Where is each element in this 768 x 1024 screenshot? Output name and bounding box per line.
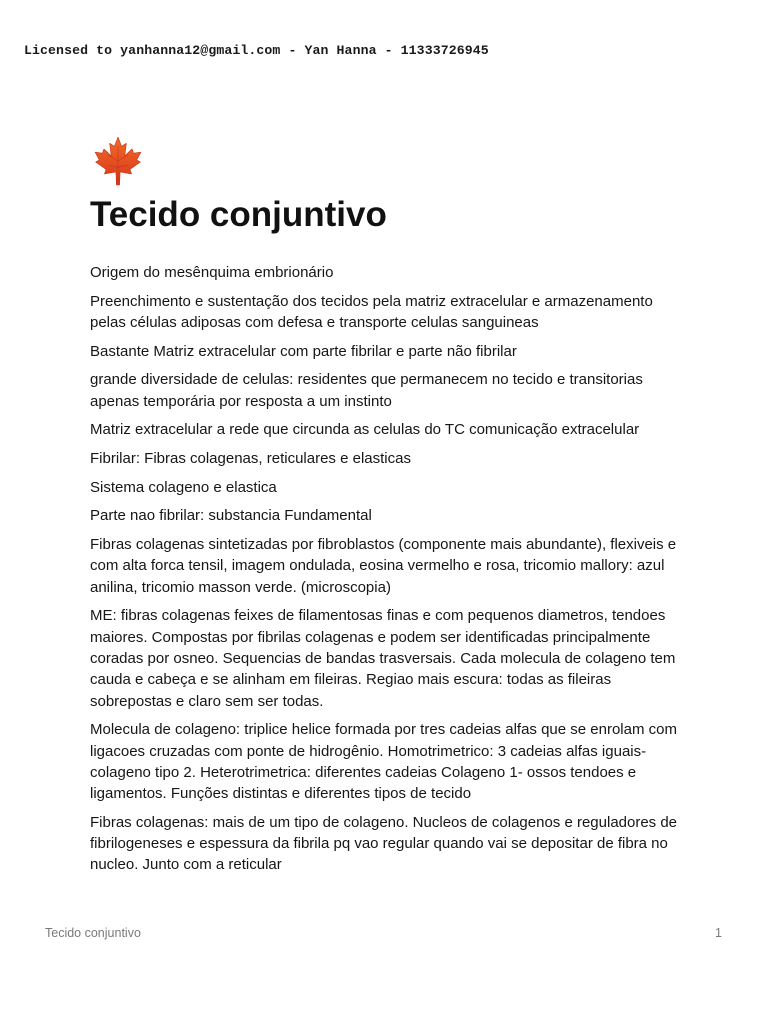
paragraph: grande diversidade de celulas: residentes que permanecem no tecido e transitorias apenas temporária por resposta a um instinto: [90, 371, 643, 410]
paragraph: Fibras colagenas sintetizadas por fibroblastos (componente mais abundante), flexiveis e com alta forca tensil, imagem ondulada, eosina vermelho e rosa, tricomio mallory: azul anilina, tricomio masson verde. (microscopia): [90, 536, 677, 596]
page-number: 1: [715, 926, 722, 940]
paragraph: ME: fibras colagenas feixes de filamentosas finas e com pequenos diametros, tendoes maiores. Compostas por fibrilas colagenas e podem ser identificadas principalmente coradas por osneo. Sequencias de bandas trasversais. Cada molecula de colageno tem cauda e cabeça e se alinham em fileiras. Regiao mais escura: todas as fileiras sobrepostas e claro sem ser todas.: [90, 607, 676, 710]
page-title: Tecido conjuntivo: [90, 195, 387, 234]
paragraph: Origem do mesênquima embrionário: [90, 264, 334, 281]
paragraph: Preenchimento e sustentação dos tecidos pela matriz extracelular e armazenamento pelas células adiposas com defesa e transporte celulas sanguineas: [90, 292, 653, 331]
maple-leaf-icon: [92, 135, 144, 187]
document-body: [90, 262, 680, 883]
paragraph: Fibrilar: Fibras colagenas, reticulares e elasticas: [90, 450, 411, 468]
paragraph: Parte nao fibrilar: substancia Fundamental: [90, 507, 372, 525]
footer-title: Tecido conjuntivo: [45, 926, 141, 940]
paragraph: Fibras colagenas: mais de um tipo de colageno. Nucleos de colagenos e reguladores de fibrilogeneses e espessura da fibrila pq vao regular quando vai se depositar de fibra no nucleo. Junto com a reticular: [90, 813, 678, 874]
license-watermark: Licensed to yanhanna12@gmail.com - Yan Hanna - 11333726945: [24, 43, 489, 58]
paragraph: Matriz extracelular a rede que circunda as celulas do TC comunicação extracelular: [90, 421, 640, 439]
paragraph: Molecula de colageno: triplice helice formada por tres cadeias alfas que se enrolam com ligacoes cruzadas com ponte de hidrogênio. Homotrimetrico: 3 cadeias alfas iguais- colageno tipo 2. Heterotrimetrica: diferentes cadeias Colageno 1- ossos tendoes e ligamentos. Funções distintas e diferentes tipos de tecido: [90, 721, 677, 803]
paragraph: Bastante Matriz extracelular com parte fibrilar e parte não fibrilar: [90, 342, 517, 360]
paragraph: Sistema colageno e elastica: [90, 478, 277, 496]
